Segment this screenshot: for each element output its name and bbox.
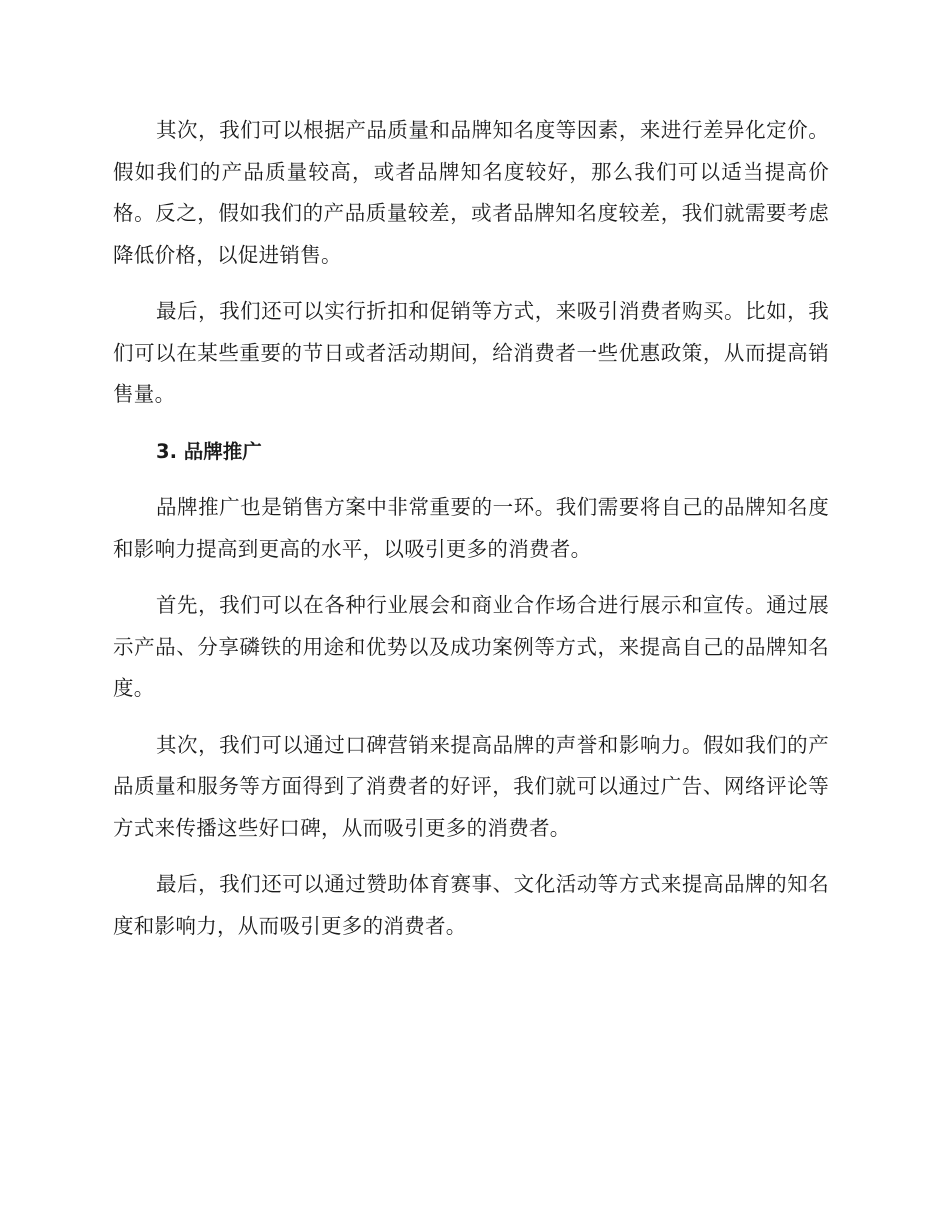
paragraph-differential-pricing: 其次，我们可以根据产品质量和品牌知名度等因素，来进行差异化定价。假如我们的产品质量较高，或者品牌知名度较好，那么我们可以适当提高价格。反之，假如我们的产品质量较差，或者品牌知名度较差，我们就需要考虑降低价格，以促进销售。	[113, 118, 829, 267]
document-page	[113, 110, 829, 962]
section-heading-brand-promotion: 3. 品牌推广	[156, 439, 262, 463]
paragraph-trade-shows: 首先，我们可以在各种行业展会和商业合作场合进行展示和宣传。通过展示产品、分享磷铁的用途和优势以及成功案例等方式，来提高自己的品牌知名度。	[113, 593, 829, 700]
paragraph-word-of-mouth: 其次，我们可以通过口碑营销来提高品牌的声誉和影响力。假如我们的产品质量和服务等方面得到了消费者的好评，我们就可以通过广告、网络评论等方式来传播这些好口碑，从而吸引更多的消费者。	[113, 732, 829, 840]
paragraph-brand-intro: 品牌推广也是销售方案中非常重要的一环。我们需要将自己的品牌知名度和影响力提高到更高的水平，以吸引更多的消费者。	[113, 495, 829, 561]
paragraph-discounts-promotions: 最后，我们还可以实行折扣和促销等方式，来吸引消费者购买。比如，我们可以在某些重要的节日或者活动期间，给消费者一些优惠政策，从而提高销售量。	[113, 299, 829, 406]
paragraph-sponsorship: 最后，我们还可以通过赞助体育赛事、文化活动等方式来提高品牌的知名度和影响力，从而吸引更多的消费者。	[113, 872, 829, 938]
